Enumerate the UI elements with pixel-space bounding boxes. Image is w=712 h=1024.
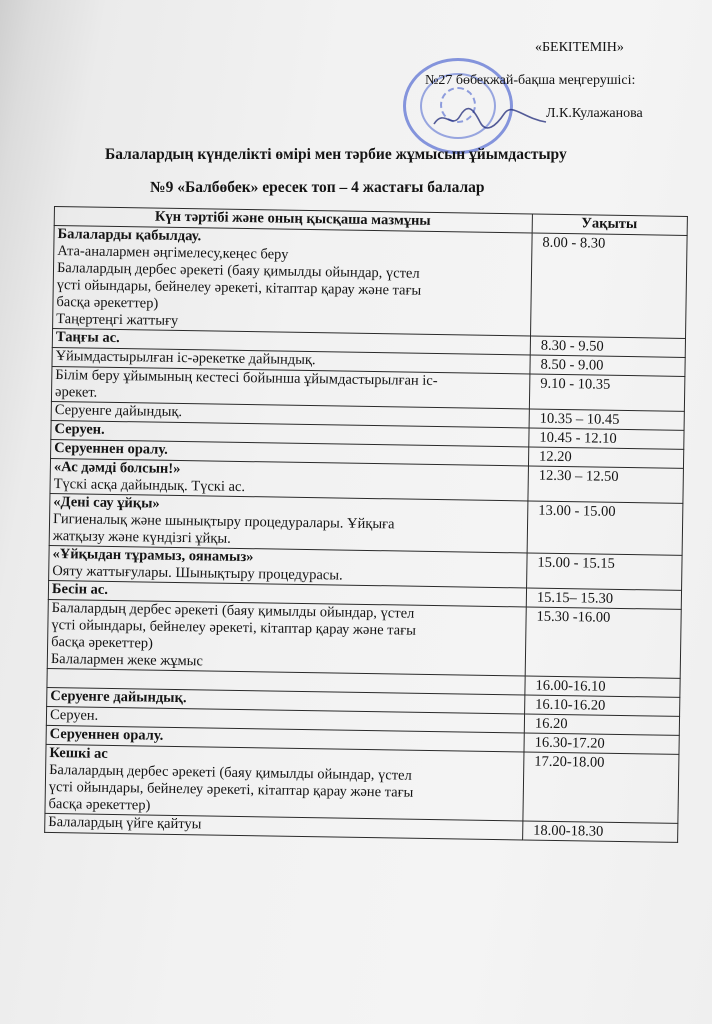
time-cell: 8.50 - 9.00 xyxy=(530,355,685,376)
time-cell: 17.20-18.00 xyxy=(523,752,679,823)
head-position-label: №27 бөбекжай-бақша меңгерушісі: xyxy=(425,73,636,88)
activity-line: Балалардың дербес әрекеті (баяу қимылды ойындар, үстел xyxy=(51,600,415,622)
handwritten-signature xyxy=(430,104,550,132)
activity-line: үсті ойындары, бейнелеу әрекеті, кітаптар қарау және тағы xyxy=(56,277,422,299)
time-cell: 9.10 - 10.35 xyxy=(529,374,685,411)
activity-line: Ояту жаттығулары. Шынықтыру процедурасы. xyxy=(52,563,343,584)
activity-cell xyxy=(45,744,524,820)
activity-line: басқа әрекеттер) xyxy=(51,634,154,652)
activity-line: Серуен. xyxy=(49,707,99,724)
activity-cell xyxy=(49,493,528,553)
activity-line: Серуеннен оралу. xyxy=(49,725,164,744)
activity-line: «Ас дәмді болсын!» xyxy=(53,459,181,478)
column-header-time: Уақыты xyxy=(532,214,687,235)
activity-line: Серуен. xyxy=(54,421,105,438)
time-cell: 10.35 – 10.45 xyxy=(529,409,684,430)
time-cell: 16.00-16.10 xyxy=(525,676,680,697)
activity-line: үсті ойындары, бейнелеу әрекеті, кітаптар қарау және тағы xyxy=(48,778,414,801)
daily-schedule-table xyxy=(44,206,688,843)
activity-line: «Ұйқыдан тұрамыз, оянамыз» xyxy=(52,546,254,566)
activity-line: Балалардың үйге қайтуы xyxy=(48,813,202,833)
head-name-label: Л.К.Кулажанова xyxy=(546,106,643,121)
activity-line: Балалардың дербес әрекеті (баяу қимылды ойындар, үстел xyxy=(49,761,412,784)
activity-line: Серуенге дайындық. xyxy=(54,402,183,421)
activity-line: Балаларды қабылдау. xyxy=(57,226,202,245)
table-body xyxy=(45,226,687,843)
time-cell: 13.00 - 15.00 xyxy=(527,501,683,555)
column-header-activity: Күн тәртібі және оның қысқаша мазмұны xyxy=(54,207,532,234)
activity-line: Таңғы ас. xyxy=(55,329,120,347)
activity-cell xyxy=(47,599,526,675)
activity-line: үсті ойындары, бейнелеу әрекеті, кітаптар қарау және тағы xyxy=(51,617,416,639)
activity-line: Білім беру ұйымының кестесі бойынша ұйымдастырылған іс- xyxy=(55,367,438,390)
time-cell: 12.30 – 12.50 xyxy=(528,466,684,503)
activity-line: Таңертеңгі жаттығу xyxy=(56,311,179,329)
approval-label: «БЕКІТЕМІН» xyxy=(535,40,624,55)
activity-line: Ата-аналармен әңгімелесу,кеңес беру xyxy=(57,243,289,263)
time-cell: 12.20 xyxy=(528,447,683,468)
activity-line: Бесін ас. xyxy=(51,581,109,598)
time-cell: 16.20 xyxy=(524,714,679,735)
document-title: Балалардың күнделікті өмірі мен тәрбие жұмысын ұйымдастыру xyxy=(105,146,567,163)
time-cell: 10.45 - 12.10 xyxy=(529,428,684,449)
activity-line: Балалардың дербес әрекеті (баяу қимылды ойындар, үстел xyxy=(56,260,420,282)
table-row xyxy=(45,744,679,823)
activity-line: Түскі асқа дайындық. Түскі ас. xyxy=(53,476,246,496)
activity-line: Кешкі ас xyxy=(49,744,108,762)
activity-line: «Дені сау ұйқы» xyxy=(53,494,160,512)
activity-line: басқа әрекеттер) xyxy=(48,795,151,814)
table-row xyxy=(53,226,688,339)
activity-line: Серуеннен оралу. xyxy=(54,440,168,458)
activity-line: Серуенге дайындық. xyxy=(50,688,187,707)
table-row xyxy=(49,493,683,555)
table-row xyxy=(47,599,681,678)
activity-line: Ұйымдастырылған іс-әрекетке дайындық. xyxy=(55,348,316,369)
activity-line: басқа әрекеттер) xyxy=(56,294,159,312)
time-cell: 15.15– 15.30 xyxy=(526,588,681,609)
time-cell: 16.30-17.20 xyxy=(524,733,679,754)
time-cell: 16.10-16.20 xyxy=(525,695,680,716)
activity-line: Гигиеналық және шынықтыру процедуралары. Ұйқыға xyxy=(52,511,395,533)
activity-line: жатқызу және күндізгі ұйқы. xyxy=(52,528,231,547)
time-cell: 8.00 - 8.30 xyxy=(531,233,688,338)
time-cell: 15.30 -16.00 xyxy=(525,607,681,678)
activity-cell xyxy=(53,226,533,336)
document-subtitle: №9 «Балбөбек» ересек топ – 4 жастағы балалар xyxy=(150,179,485,196)
activity-line: әрекет. xyxy=(54,384,98,401)
time-cell: 15.00 - 15.15 xyxy=(527,553,683,590)
time-cell: 8.30 - 9.50 xyxy=(530,336,685,357)
time-cell: 18.00-18.30 xyxy=(523,821,678,842)
activity-line: Балалармен жеке жұмыс xyxy=(50,651,204,670)
